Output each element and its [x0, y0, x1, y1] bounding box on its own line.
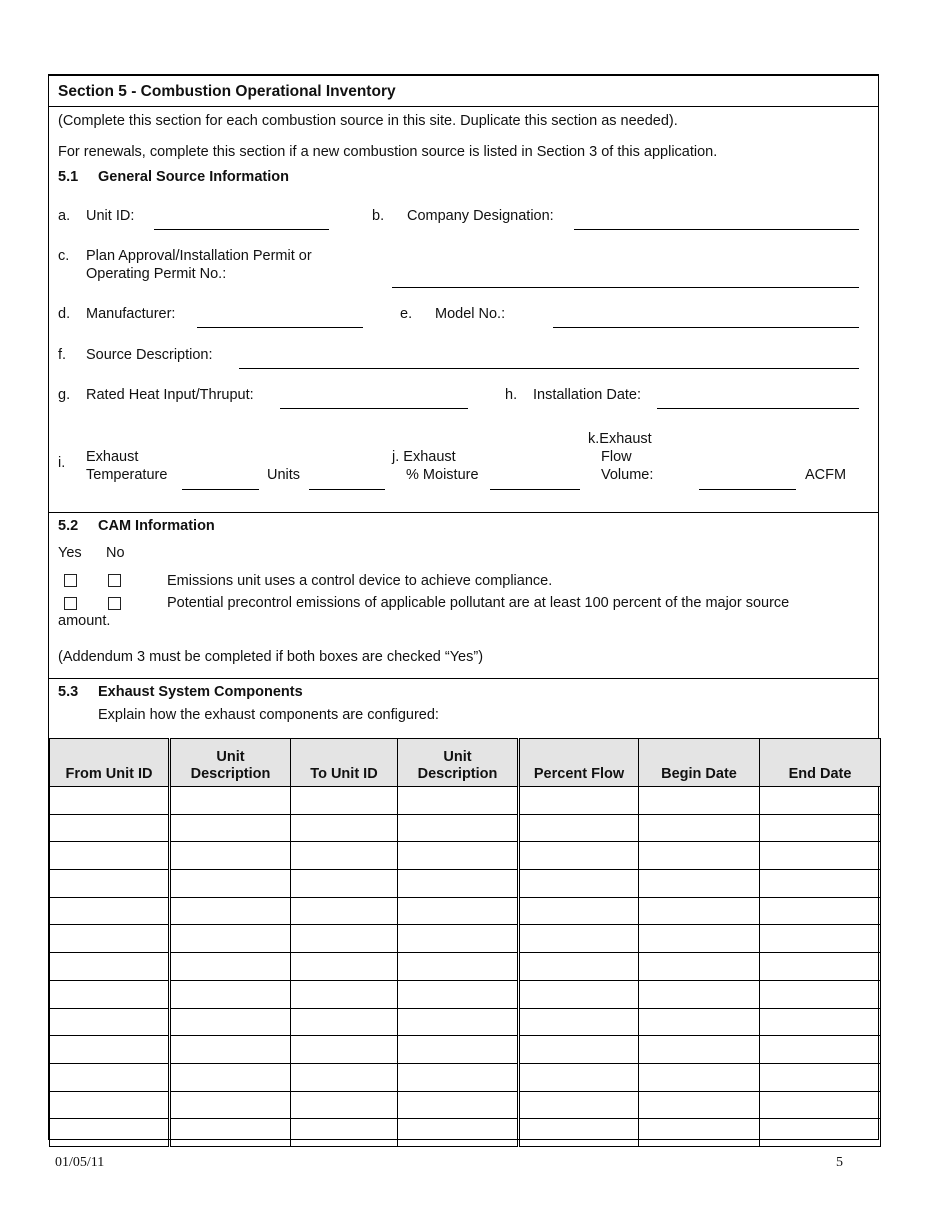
page-number: 5 [836, 1155, 843, 1170]
table-cell[interactable] [519, 842, 639, 870]
col-begin-date: Begin Date [639, 739, 760, 787]
exhaust-moisture-label-line2: % Moisture [406, 467, 479, 483]
item-b-letter: b. [372, 208, 385, 224]
section-title: Section 5 - Combustion Operational Inventory [58, 83, 396, 100]
table-cell[interactable] [170, 1091, 291, 1119]
table-header-row [50, 739, 881, 787]
table-cell[interactable] [639, 787, 760, 815]
item-d-letter: d. [58, 306, 71, 322]
table-cell[interactable] [639, 925, 760, 953]
exhaust-moisture-label-line1: j. Exhaust [392, 449, 456, 465]
table-cell[interactable] [50, 1008, 170, 1036]
table-cell[interactable] [639, 814, 760, 842]
installation-date-field[interactable] [657, 408, 859, 409]
table-cell[interactable] [760, 814, 881, 842]
precontrol-emissions-question-cont: amount. [58, 613, 111, 629]
item-e-letter: e. [400, 306, 413, 322]
table-cell[interactable] [291, 842, 398, 870]
table-cell[interactable] [291, 1091, 398, 1119]
divider [49, 106, 878, 107]
section-5-2-number: 5.2 [58, 518, 79, 534]
item-g-letter: g. [58, 387, 71, 403]
table-cell[interactable] [170, 787, 291, 815]
table-cell[interactable] [760, 870, 881, 898]
table-row [50, 814, 881, 842]
rated-heat-input-label: Rated Heat Input/Thruput: [86, 387, 254, 403]
table-cell[interactable] [170, 980, 291, 1008]
table-cell[interactable] [170, 1063, 291, 1091]
table-cell[interactable] [760, 1063, 881, 1091]
table-cell[interactable] [760, 953, 881, 981]
table-cell[interactable] [639, 980, 760, 1008]
exhaust-temp-field[interactable] [182, 489, 259, 490]
table-row [50, 1036, 881, 1064]
table-cell[interactable] [50, 814, 170, 842]
exhaust-flow-label-line3: Volume: [601, 467, 654, 483]
footer-date: 01/05/11 [55, 1155, 105, 1170]
table-cell[interactable] [170, 953, 291, 981]
addendum-note: (Addendum 3 must be completed if both boxes are checked “Yes”) [58, 649, 484, 665]
temp-units-label: Units [267, 467, 301, 483]
exhaust-flow-label-line2: Flow [601, 449, 632, 465]
table-cell[interactable] [291, 1008, 398, 1036]
table-row [50, 1091, 881, 1119]
table-cell[interactable] [519, 980, 639, 1008]
table-cell[interactable] [170, 1008, 291, 1036]
control-device-question: Emissions unit uses a control device to achieve compliance. [167, 573, 553, 589]
permit-number-field[interactable] [392, 287, 859, 288]
table-cell[interactable] [639, 1008, 760, 1036]
item-c-letter: c. [58, 248, 70, 264]
installation-date-label: Installation Date: [533, 387, 642, 403]
table-row [50, 1063, 881, 1091]
table-cell[interactable] [519, 925, 639, 953]
table-cell[interactable] [519, 1036, 639, 1064]
yes-column-label: Yes [58, 545, 82, 561]
table-cell[interactable] [760, 925, 881, 953]
table-cell[interactable] [50, 842, 170, 870]
table-cell[interactable] [50, 1036, 170, 1064]
table-cell[interactable] [170, 897, 291, 925]
rated-heat-input-field[interactable] [280, 408, 468, 409]
table-cell[interactable] [50, 897, 170, 925]
exhaust-moisture-field[interactable] [490, 489, 580, 490]
table-cell[interactable] [639, 897, 760, 925]
item-h-letter: h. [505, 387, 518, 403]
precontrol-emissions-yes-checkbox[interactable] [64, 597, 77, 610]
control-device-yes-checkbox[interactable] [64, 574, 77, 587]
table-cell[interactable] [291, 897, 398, 925]
table-cell[interactable] [398, 980, 519, 1008]
table-cell[interactable] [639, 1091, 760, 1119]
permit-label-line1: Plan Approval/Installation Permit or [86, 248, 312, 264]
exhaust-flow-field[interactable] [699, 489, 796, 490]
intro-text-1: (Complete this section for each combustion source in this site. Duplicate this section as needed). [58, 113, 678, 129]
table-cell[interactable] [291, 814, 398, 842]
table-cell[interactable] [291, 980, 398, 1008]
table-cell[interactable] [170, 1119, 291, 1147]
table-cell[interactable] [291, 925, 398, 953]
table-row [50, 953, 881, 981]
source-description-field[interactable] [239, 368, 859, 369]
table-cell[interactable] [519, 1063, 639, 1091]
model-number-label: Model No.: [435, 306, 506, 322]
table-cell[interactable] [639, 870, 760, 898]
section-5-2-heading: CAM Information [98, 518, 215, 534]
table-row [50, 842, 881, 870]
table-cell[interactable] [398, 953, 519, 981]
table-cell[interactable] [291, 787, 398, 815]
table-row [50, 897, 881, 925]
table-cell[interactable] [639, 953, 760, 981]
form-frame [48, 74, 879, 1140]
col-from-unit-id: From Unit ID [50, 739, 170, 787]
table-cell[interactable] [760, 897, 881, 925]
exhaust-components-table [49, 738, 881, 1147]
table-row [50, 925, 881, 953]
table-cell[interactable] [50, 870, 170, 898]
permit-label-line2: Operating Permit No.: [86, 266, 227, 282]
table-cell[interactable] [170, 925, 291, 953]
table-cell[interactable] [398, 842, 519, 870]
unit-id-label: Unit ID: [86, 208, 135, 224]
control-device-no-checkbox[interactable] [108, 574, 121, 587]
manufacturer-field[interactable] [197, 327, 363, 328]
table-cell[interactable] [50, 1119, 170, 1147]
table-row [50, 1008, 881, 1036]
table-cell[interactable] [291, 870, 398, 898]
table-cell[interactable] [291, 1063, 398, 1091]
item-i-letter: i. [58, 455, 66, 471]
section-5-3-heading: Exhaust System Components [98, 684, 303, 700]
table-cell[interactable] [291, 1036, 398, 1064]
table-cell[interactable] [170, 842, 291, 870]
col-end-date: End Date [760, 739, 881, 787]
table-cell[interactable] [50, 1063, 170, 1091]
table-cell[interactable] [398, 1008, 519, 1036]
divider [49, 512, 878, 513]
table-cell[interactable] [519, 870, 639, 898]
company-designation-field[interactable] [574, 229, 859, 230]
source-description-label: Source Description: [86, 347, 213, 363]
table-cell[interactable] [519, 953, 639, 981]
table-cell[interactable] [291, 953, 398, 981]
table-cell[interactable] [760, 1119, 881, 1147]
intro-text-2: For renewals, complete this section if a new combustion source is listed in Section 3 of this application. [58, 144, 718, 160]
table-cell[interactable] [50, 953, 170, 981]
exhaust-temp-label-line2: Temperature [86, 467, 168, 483]
table-cell[interactable] [519, 814, 639, 842]
table-cell[interactable] [398, 897, 519, 925]
precontrol-emissions-no-checkbox[interactable] [108, 597, 121, 610]
table-cell[interactable] [519, 897, 639, 925]
table-cell[interactable] [760, 1036, 881, 1064]
table-cell[interactable] [398, 1091, 519, 1119]
table-cell[interactable] [639, 1119, 760, 1147]
table-cell[interactable] [760, 980, 881, 1008]
table-cell[interactable] [398, 925, 519, 953]
table-cell[interactable] [760, 1091, 881, 1119]
table-cell[interactable] [519, 1119, 639, 1147]
section-5-1-heading: General Source Information [98, 169, 289, 185]
section-5-1-number: 5.1 [58, 169, 79, 185]
unit-id-field[interactable] [154, 229, 329, 230]
table-cell[interactable] [50, 925, 170, 953]
table-cell[interactable] [50, 787, 170, 815]
company-designation-label: Company Designation: [407, 208, 554, 224]
table-row [50, 1119, 881, 1147]
divider [49, 678, 878, 679]
table-cell[interactable] [170, 1036, 291, 1064]
table-cell[interactable] [398, 1036, 519, 1064]
col-percent-flow: Percent Flow [519, 739, 639, 787]
precontrol-emissions-question: Potential precontrol emissions of applicable pollutant are at least 100 percent of the major source [167, 595, 790, 611]
table-cell[interactable] [398, 814, 519, 842]
table-cell[interactable] [398, 787, 519, 815]
table-cell[interactable] [760, 787, 881, 815]
table-cell[interactable] [639, 1063, 760, 1091]
col-from-unit-description: Unit Description [170, 739, 291, 787]
table-cell[interactable] [519, 1008, 639, 1036]
no-column-label: No [106, 545, 125, 561]
table-cell[interactable] [639, 842, 760, 870]
table-cell[interactable] [170, 814, 291, 842]
table-row [50, 787, 881, 815]
table-cell[interactable] [50, 1091, 170, 1119]
table-cell[interactable] [50, 980, 170, 1008]
table-cell[interactable] [291, 1119, 398, 1147]
table-cell[interactable] [398, 1119, 519, 1147]
table-cell[interactable] [519, 1091, 639, 1119]
table-cell[interactable] [398, 1063, 519, 1091]
exhaust-temp-label-line1: Exhaust [86, 449, 139, 465]
section-5-3-number: 5.3 [58, 684, 79, 700]
item-a-letter: a. [58, 208, 71, 224]
temp-units-field[interactable] [309, 489, 385, 490]
table-row [50, 870, 881, 898]
manufacturer-label: Manufacturer: [86, 306, 176, 322]
exhaust-flow-label-line1: k.Exhaust [588, 431, 652, 447]
flow-units-label: ACFM [805, 467, 847, 483]
table-cell[interactable] [639, 1036, 760, 1064]
col-to-unit-description: Unit Description [398, 739, 519, 787]
exhaust-explain-text: Explain how the exhaust components are configured: [98, 707, 439, 723]
table-cell[interactable] [170, 870, 291, 898]
table-cell[interactable] [760, 842, 881, 870]
table-cell[interactable] [760, 1008, 881, 1036]
col-to-unit-id: To Unit ID [291, 739, 398, 787]
table-cell[interactable] [398, 870, 519, 898]
table-row [50, 980, 881, 1008]
item-f-letter: f. [58, 347, 67, 363]
table-cell[interactable] [519, 787, 639, 815]
model-number-field[interactable] [553, 327, 859, 328]
